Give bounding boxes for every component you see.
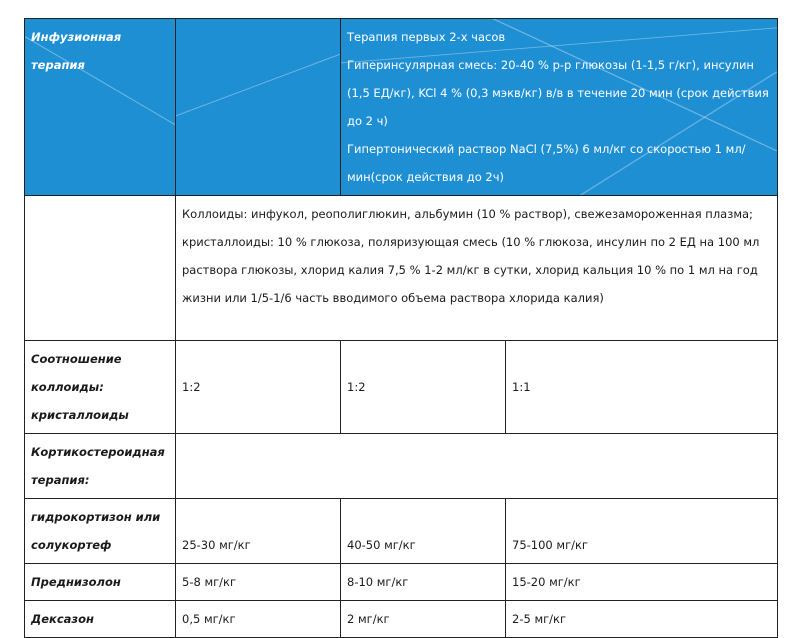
table-row bbox=[25, 341, 778, 434]
row-label-cell bbox=[25, 499, 176, 564]
value: 1:2 bbox=[347, 380, 366, 394]
table-row bbox=[25, 601, 778, 638]
header-decoration bbox=[176, 19, 340, 195]
row-label-cell bbox=[25, 601, 176, 638]
table-row-colloids bbox=[25, 196, 778, 341]
value: 2 мг/кг bbox=[347, 612, 390, 626]
row-label: Преднизолон bbox=[31, 575, 121, 589]
header-empty-cell bbox=[176, 19, 341, 196]
header-label-cell bbox=[25, 19, 176, 196]
colloids-label-cell bbox=[25, 196, 176, 341]
header-label: Инфузионная терапия bbox=[31, 30, 122, 72]
value-cell bbox=[506, 564, 778, 601]
value: 15-20 мг/кг bbox=[512, 575, 581, 589]
value-cell bbox=[176, 499, 341, 564]
row-label: Кортикостероидная терапия: bbox=[31, 445, 165, 487]
row-label-cell bbox=[25, 564, 176, 601]
therapy-table bbox=[24, 18, 778, 638]
value: 1:2 bbox=[182, 380, 201, 394]
value-cell bbox=[506, 499, 778, 564]
value-cell bbox=[176, 601, 341, 638]
row-label-cell bbox=[25, 434, 176, 499]
header-therapy-text bbox=[347, 23, 771, 191]
value-cell bbox=[506, 341, 778, 434]
value: 1:1 bbox=[512, 380, 531, 394]
value: 8-10 мг/кг bbox=[347, 575, 409, 589]
table-row bbox=[25, 564, 778, 601]
value: 5-8 мг/кг bbox=[182, 575, 237, 589]
header-therapy-cell bbox=[341, 19, 778, 196]
empty-cell bbox=[176, 434, 778, 499]
table-row bbox=[25, 499, 778, 564]
therapy-mixture: Гиперинсулярная смесь: 20-40 % р-р глюкозы (1-1,5 г/кг), инсулин (1,5 ЕД/кг), KCl 4 % (0,3 мэкв/кг) в/в в течение 20 мин (срок действия до 2 ч) bbox=[347, 58, 769, 128]
value: 75-100 мг/кг bbox=[512, 538, 588, 552]
value-cell bbox=[341, 564, 506, 601]
row-label: Дексазон bbox=[31, 612, 94, 626]
therapy-nacl: Гипертонический раствор NaCl (7,5%) 6 мл/кг со скоростью 1 мл/мин(срок действия до 2ч) bbox=[347, 142, 746, 184]
colloids-text: Коллоиды: инфукол, реополиглюкин, альбумин (10 % раствор), свежезамороженная плазма; кристаллоиды: 10 % глюкоза, поляризующая смесь (10 % глюкоза, инсулин по 2 ЕД на 100 мл раствора глюкозы, хлорид калия 7,5 % 1-2 мл/кг в сутки, хлорид кальция 10 % по 1 мл на год жизни или 1/5-1/6 часть вводимого объема раствора хлорида калия) bbox=[182, 207, 760, 305]
value-cell bbox=[341, 341, 506, 434]
value-cell bbox=[506, 601, 778, 638]
row-label-cell bbox=[25, 341, 176, 434]
value-cell bbox=[341, 499, 506, 564]
table-row-header bbox=[25, 19, 778, 196]
value-cell bbox=[176, 564, 341, 601]
header-decoration bbox=[25, 19, 175, 195]
value: 40-50 мг/кг bbox=[347, 538, 416, 552]
row-label: гидрокортизон или солукортеф bbox=[31, 510, 161, 552]
value: 2-5 мг/кг bbox=[512, 612, 567, 626]
value-cell bbox=[176, 341, 341, 434]
value-cell bbox=[341, 601, 506, 638]
value: 25-30 мг/кг bbox=[182, 538, 251, 552]
colloids-cell bbox=[176, 196, 778, 341]
table-row bbox=[25, 434, 778, 499]
value: 0,5 мг/кг bbox=[182, 612, 236, 626]
therapy-title: Терапия первых 2-х часов bbox=[347, 30, 506, 44]
row-label: Соотношение коллоиды: кристаллоиды bbox=[31, 352, 129, 422]
